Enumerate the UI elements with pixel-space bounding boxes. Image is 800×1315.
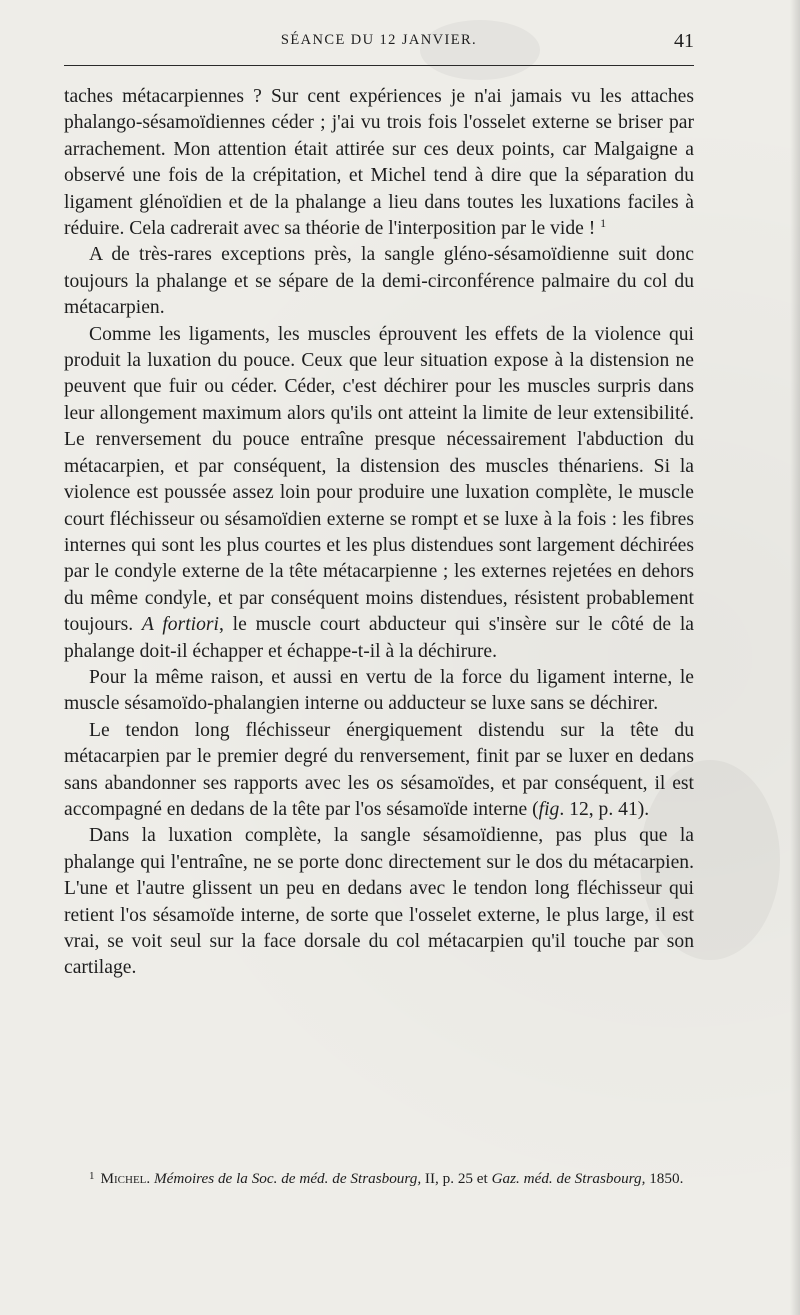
footnote-text: .: [146, 1170, 154, 1187]
figure-reference: fig: [538, 798, 560, 820]
footnote-reference: 1: [600, 216, 607, 231]
italic-phrase: A fortiori: [141, 614, 219, 636]
paragraph-text: , le muscle court abducteur qui s'insère sur le côté de la phalange doit-il échapper et échappe-t-il à la déchirure.: [64, 614, 694, 662]
footnote-mark: 1: [89, 1170, 95, 1182]
paragraph: [64, 665, 694, 718]
footnotes: [64, 1168, 694, 1189]
paragraph-text: taches métacarpiennes ? Sur cent expériences je n'ai jamais vu les attaches phalango-sésamoïdiennes céder ; j'ai vu trois fois l'osselet externe se briser par arrachement. Mon attention était attirée sur ces deux points, car Malgaigne a observé une fois de la crépitation, et Michel tend à dire que la séparation du ligament glénoïdien et de la phalange a lieu dans toutes les luxations faciles à réduire. Cela cadrerait avec sa théorie de l'interposition par le vide !: [64, 86, 694, 240]
paragraph: [64, 823, 694, 981]
paragraph-text: Comme les ligaments, les muscles éprouvent les effets de la violence qui produit la luxation du pouce. Ceux que leur situation expose à la distension ne peuvent que fuir ou céder. Céder, c'est déchirer pour les muscles surpris dans leur allongement maximum alors qu'ils ont atteint la limite de leur extensibilité. Le renversement du pouce entraîne presque nécessairement l'abduction du métacarpien, et par conséquent, la distension des muscles thénariens. Si la violence est poussée assez loin pour produire une luxation complète, le muscle court fléchisseur ou sésamoïdien externe se rompt et se luxe à la fois : les fibres internes qui sont les plus courtes et les plus distendues sont largement déchirées par le condyle externe de la tête métacarpienne ; les externes rejetées en dehors du même condyle, et par conséquent moins distendues, résistent probablement toujours.: [64, 323, 694, 636]
paragraph-text: . 12, p. 41).: [559, 798, 650, 820]
page-number: 41: [674, 30, 694, 52]
running-head: SÉANCE DU 12 JANVIER.: [280, 32, 478, 48]
header-rule: [64, 65, 694, 66]
page-gutter-shadow: [790, 0, 800, 1315]
paragraph-text: Dans la luxation complète, la sangle sésamoïdienne, pas plus que la phalange qui l'entraîne, ne se porte donc directement sur le dos du métacarpien. L'une et l'autre glissent un peu en dedans avec le tendon long fléchisseur qui retient l'os sésamoïde interne, de sorte que l'osselet externe, le plus large, il est vrai, se voit seul sur la face dorsale du col métacarpien qu'il touche par son cartilage.: [64, 825, 694, 979]
page-header: [64, 30, 694, 58]
paragraph: [64, 84, 694, 242]
paragraph: [64, 322, 694, 665]
body-text: [64, 84, 694, 982]
footnote-text: 1850.: [645, 1170, 684, 1187]
footnote: [64, 1168, 694, 1189]
paragraph-text: Le tendon long fléchisseur énergiquement distendu sur la tête du métacarpien par le premier degré du renversement, finit par se luxer en dedans sans abandonner ses rapports avec les os sésamoïdes, et par conséquent, il est accompagné en dedans de la tête par l'os sésamoïde interne (: [64, 719, 694, 820]
paragraph-text: Pour la même raison, et aussi en vertu de la force du ligament interne, le muscle sésamoïdo-phalangien interne ou adducteur se luxe sans se déchirer.: [64, 666, 694, 715]
footnote-title: Mémoires de la Soc. de méd. de Strasbourg,: [153, 1170, 422, 1187]
footnote-author: Michel: [100, 1170, 147, 1187]
footnote-title: Gaz. méd. de Strasbourg,: [491, 1170, 646, 1187]
paragraph-text: A de très-rares exceptions près, la sangle gléno-sésamoïdienne suit donc toujours la phalange et se sépare de la demi-circonférence palmaire du col du métacarpien.: [64, 244, 694, 319]
paragraph: [64, 718, 694, 824]
paragraph: [64, 242, 694, 321]
footnote-text: II, p. 25 et: [421, 1170, 492, 1187]
